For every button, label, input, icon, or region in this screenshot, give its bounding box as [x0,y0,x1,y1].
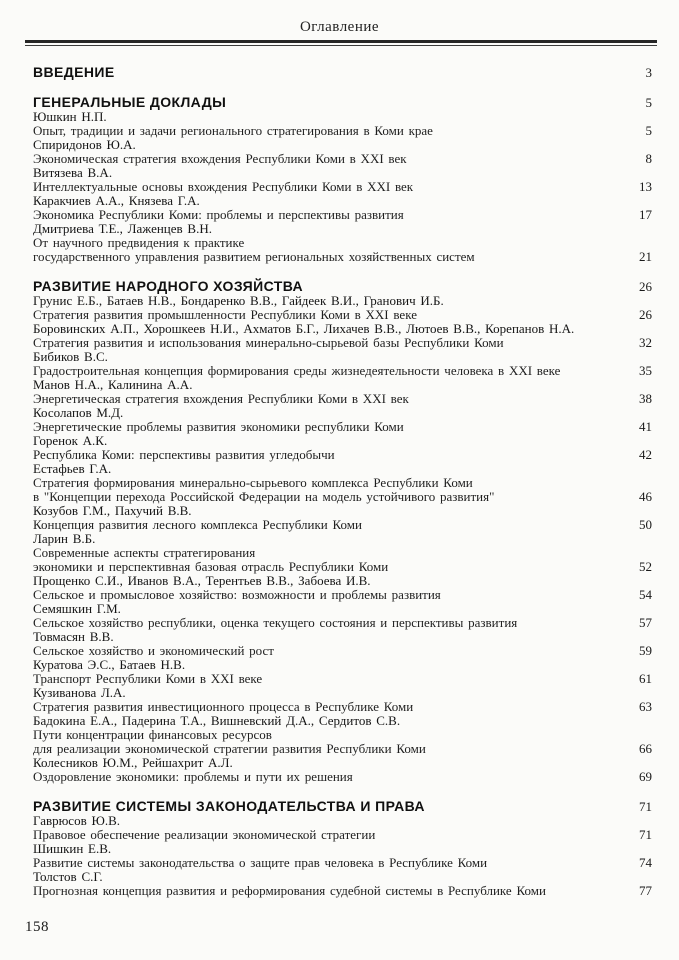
entry-title: Современные аспекты стратегирования [33,545,256,560]
entry-title: Стратегия развития инвестиционного процесса в Республике Коми [33,699,414,714]
entry-page-number: 61 [639,671,652,686]
entry-authors-row [33,532,652,546]
entry-title-row [33,828,652,842]
entry-title-row [33,392,652,406]
running-header: Оглавление [299,19,380,35]
entry-title: От научного предвидения к практике [33,235,245,250]
entry-page-number: 59 [639,643,652,658]
entry-authors-row [33,110,652,124]
entry-authors-row [33,686,652,700]
entry-title: Экономика Республики Коми: проблемы и перспективы развития [33,207,404,222]
entry-page-number: 42 [639,447,652,462]
entry-authors: Каракчиев А.А., Князева Г.А. [33,193,200,208]
entry-authors-row [33,350,652,364]
entry-authors-row [33,378,652,392]
entry-title-row [33,770,652,784]
entry-page-number: 38 [639,391,652,406]
entry-authors-row [33,222,652,236]
entry-title: Оздоровление экономики: проблемы и пути их решения [33,769,353,784]
entry-authors-row [33,504,652,518]
entry-title-row [33,546,652,560]
entry-authors-row [33,630,652,644]
entry-title-row [33,616,652,630]
entry-authors: Толстов С.Г. [33,869,103,884]
entry-authors: Бадокина Е.А., Падерина Т.А., Вишневский Д.А., Сердитов С.В. [33,713,401,728]
entry-authors: Боровинских А.П., Хорошкеев Н.И., Ахматов Б.Г., Лихачев В.В., Лютоев В.В., Корепанов Н.А. [33,321,575,336]
entry-title: Стратегия развития и использования минерально-сырьевой базы Республики Коми [33,335,504,350]
entry-title-row [33,728,652,742]
entry-title-row [33,208,652,222]
entry-authors-row [33,294,652,308]
entry-title-row [33,856,652,870]
section-page-number: 71 [639,799,652,814]
entry-title-row [33,644,652,658]
entry-title-row [33,490,652,504]
entry-authors-row [33,194,652,208]
entry-page-number: 71 [639,827,652,842]
entry-page-number: 63 [639,699,652,714]
entry-authors: Куратова Э.С., Батаев Н.В. [33,657,186,672]
entry-authors: Колесников Ю.М., Рейшахрит А.Л. [33,755,233,770]
section-heading-label: РАЗВИТИЕ СИСТЕМЫ ЗАКОНОДАТЕЛЬСТВА И ПРАВА [33,798,425,814]
entry-title-row [33,884,652,898]
toc [0,46,679,898]
entry-authors-row [33,138,652,152]
entry-title-row [33,420,652,434]
entry-page-number: 8 [645,151,652,166]
entry-authors-row [33,756,652,770]
entry-page-number: 17 [639,207,652,222]
entry-title-row [33,588,652,602]
entry-authors-row [33,814,652,828]
entry-title-row [33,476,652,490]
entry-authors-row [33,870,652,884]
entry-title-row [33,672,652,686]
entry-title: Энергетическая стратегия вхождения Республики Коми в XXI век [33,391,409,406]
entry-title: Сельское хозяйство республики, оценка текущего состояния и перспективы развития [33,615,518,630]
section-heading-label: РАЗВИТИЕ НАРОДНОГО ХОЗЯЙСТВА [33,278,304,294]
entry-title-row [33,560,652,574]
entry-authors: Ларин В.Б. [33,531,96,546]
entry-page-number: 32 [639,335,652,350]
section-heading-label: ГЕНЕРАЛЬНЫЕ ДОКЛАДЫ [33,94,227,110]
entry-page-number: 13 [639,179,652,194]
entry-authors-row [33,406,652,420]
entry-title: Экономическая стратегия вхождения Республики Коми в XXI век [33,151,407,166]
section-heading-row [33,799,652,814]
footer-page-number: 158 [25,919,49,935]
entry-title: в "Концепции перехода Российской Федерации на модель устойчивого развития" [33,489,495,504]
entry-title: Интеллектуальные основы вхождения Республики Коми в XXI век [33,179,414,194]
entry-title-row [33,518,652,532]
entry-title: Сельское и промысловое хозяйство: возможности и проблемы развития [33,587,441,602]
entry-title: Стратегия развития промышленности Республики Коми в XXI веке [33,307,417,322]
entry-page-number: 54 [639,587,652,602]
entry-title-row [33,180,652,194]
entry-authors-row [33,602,652,616]
entry-authors-row [33,714,652,728]
entry-title: Развитие системы законодательства о защите прав человека в Республике Коми [33,855,488,870]
entry-page-number: 77 [639,883,652,898]
entry-title-row [33,700,652,714]
entry-authors: Семяшкин Г.М. [33,601,121,616]
entry-page-number: 74 [639,855,652,870]
entry-authors: Дмитриева Т.Е., Лаженцев В.Н. [33,221,212,236]
entry-authors: Бибиков В.С. [33,349,108,364]
entry-title: Пути концентрации финансовых ресурсов [33,727,272,742]
entry-authors: Товмасян В.В. [33,629,114,644]
entry-title-row [33,236,652,250]
entry-page-number: 21 [639,249,652,264]
entry-authors: Кузиванова Л.А. [33,685,126,700]
entry-title: Опыт, традиции и задачи регионального стратегирования в Коми крае [33,123,433,138]
entry-authors: Прощенко С.И., Иванов В.А., Терентьев В.В., Забоева И.В. [33,573,371,588]
entry-authors: Спиридонов Ю.А. [33,137,136,152]
entry-title: государственного управления развитием региональных хозяйственных систем [33,249,475,264]
entry-page-number: 46 [639,489,652,504]
entry-authors: Шишкин Е.В. [33,841,112,856]
entry-title-row [33,308,652,322]
entry-title: Прогнозная концепция развития и реформирования судебной системы в Республике Коми [33,883,546,898]
entry-title-row [33,152,652,166]
entry-authors: Грунис Е.Б., Батаев Н.В., Бондаренко В.В., Гайдеек В.И., Гранович И.Б. [33,293,444,308]
entry-authors-row [33,462,652,476]
entry-title-row [33,124,652,138]
entry-authors: Косолапов М.Д. [33,405,124,420]
entry-page-number: 66 [639,741,652,756]
entry-page-number: 26 [639,307,652,322]
entry-title: Республика Коми: перспективы развития угледобычи [33,447,335,462]
entry-title-row [33,448,652,462]
entry-title: для реализации экономической стратегии развития Республики Коми [33,741,426,756]
entry-title: Транспорт Республики Коми в XXI веке [33,671,263,686]
entry-authors: Манов Н.А., Калинина А.А. [33,377,193,392]
entry-authors: Козубов Г.М., Пахучий В.В. [33,503,192,518]
entry-title: Энергетические проблемы развития экономики республики Коми [33,419,404,434]
entry-authors-row [33,658,652,672]
entry-authors-row [33,842,652,856]
entry-title: Градостроительная концепция формирования среды жизнедеятельности человека в XXI веке [33,363,561,378]
entry-page-number: 52 [639,559,652,574]
entry-page-number: 50 [639,517,652,532]
entry-title-row [33,336,652,350]
entry-authors: Гаврюсов Ю.В. [33,813,121,828]
entry-page-number: 57 [639,615,652,630]
entry-title-row [33,250,652,264]
entry-authors: Естафьев Г.А. [33,461,112,476]
entry-page-number: 35 [639,363,652,378]
entry-authors-row [33,434,652,448]
section-heading-row [33,279,652,294]
entry-title-row [33,742,652,756]
entry-authors-row [33,322,652,336]
entry-title: Сельское хозяйство и экономический рост [33,643,274,658]
entry-authors: Юшкин Н.П. [33,109,107,124]
entry-title: экономики и перспективная базовая отрасль Республики Коми [33,559,389,574]
entry-page-number: 41 [639,419,652,434]
entry-title: Стратегия формирования минерально-сырьевого комплекса Республики Коми [33,475,473,490]
entry-authors-row [33,166,652,180]
entry-authors-row [33,574,652,588]
section-page-number: 3 [645,65,652,80]
section-heading-row [33,65,652,80]
section-page-number: 26 [639,279,652,294]
entry-page-number: 5 [645,123,652,138]
section-heading-row [33,95,652,110]
entry-authors: Горенок А.К. [33,433,108,448]
entry-title-row [33,364,652,378]
entry-page-number: 69 [639,769,652,784]
section-heading-label: ВВЕДЕНИЕ [33,64,115,80]
section-page-number: 5 [645,95,652,110]
entry-authors: Витязева В.А. [33,165,113,180]
entry-title: Концепция развития лесного комплекса Республики Коми [33,517,362,532]
entry-title: Правовое обеспечение реализации экономической стратегии [33,827,376,842]
